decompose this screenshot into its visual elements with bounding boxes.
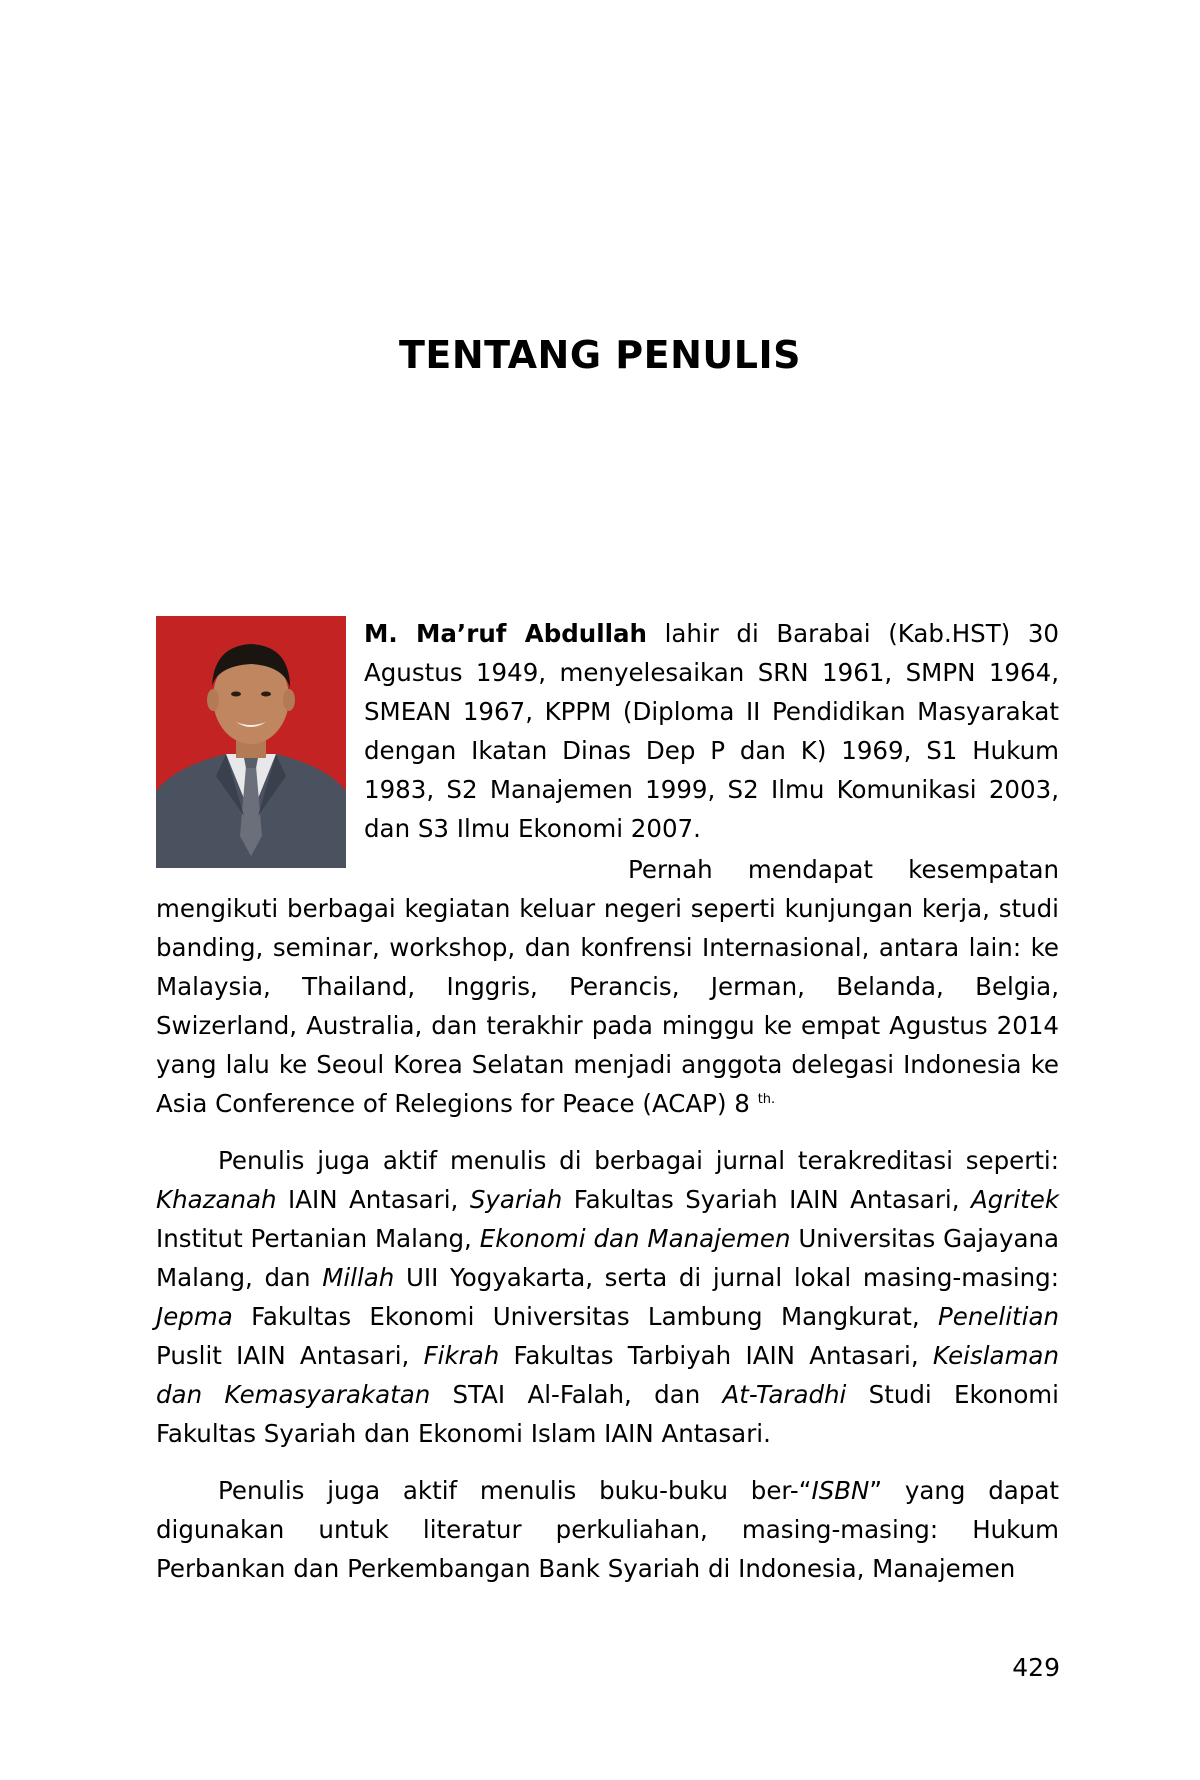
journal-title: Khazanah <box>156 1185 277 1214</box>
journals-text: STAI Al-Falah, dan <box>430 1380 723 1409</box>
author-name: M. Ma’ruf Abdullah <box>364 619 647 648</box>
journal-title: Agritek <box>970 1185 1060 1214</box>
journal-title: Syariah <box>469 1185 563 1214</box>
author-bio <box>156 614 1059 1588</box>
journals-text: UII Yogyakarta, serta di jurnal lokal masing-masing: <box>394 1263 1059 1292</box>
bio-intro-text: lahir di Barabai (Kab.HST) 30 Agustus 1949, menyelesaikan SRN 1961, SMPN 1964, SMEAN 1967, KPPM (Diploma II Pendidikan Masyarakat dengan Ikatan Dinas Dep P dan K) 1969, S1 Hukum 1983, S2 Manajemen 1999, S2 Ilmu Komunikasi 2003, dan S3 Ilmu Ekonomi 2007. <box>364 619 1059 843</box>
journal-title: Jepma <box>156 1302 233 1331</box>
journals-text: Fakultas Ekonomi Universitas Lambung Mangkurat, <box>232 1302 938 1331</box>
bio-travel-text: Pernah mendapat kesempatan mengikuti berbagai kegiatan keluar negeri seperti kunjungan kerja, studi banding, seminar, workshop, dan konfrensi Internasional, antara lain: ke Malaysia, Thailand, Inggris, Perancis, Jerman, Belanda, Belgia, Swizerland, Australia, dan terakhir pada minggu ke empat Agustus 2014 yang lalu ke Seoul Korea Selatan menjadi anggota delegasi Indonesia ke Asia Conference of Relegions for Peace (ACAP) 8 <box>156 855 1059 1118</box>
journals-text: Universitas Gajayana Malang, dan <box>156 1224 1059 1292</box>
page-title: TENTANG PENULIS <box>399 333 801 378</box>
journals-text: IAIN Antasari, <box>276 1185 470 1214</box>
journal-title: Ekonomi dan Manajemen <box>479 1224 791 1253</box>
journal-title: Fikrah <box>423 1341 500 1370</box>
journal-title: At-Taradhi <box>722 1380 847 1409</box>
bio-travel-paragraph <box>156 848 1059 1123</box>
author-portrait-photo <box>156 616 346 868</box>
journal-title: Millah <box>322 1263 395 1292</box>
journals-text: Puslit IAIN Antasari, <box>156 1341 424 1370</box>
books-text: Penulis juga aktif menulis buku-buku ber-“ <box>218 1476 812 1505</box>
ordinal-superscript: th. <box>757 1092 776 1107</box>
bio-books-paragraph <box>156 1453 1059 1588</box>
journal-title: Keislaman dan Kemasyarakatan <box>156 1341 1059 1409</box>
books-text: ” yang dapat digunakan untuk literatur perkuliahan, masing-masing: Hukum Perbankan dan Perkembangan Bank Syariah di Indonesia, Manajemen <box>156 1476 1059 1583</box>
journals-text: Studi Ekonomi Fakultas Syariah dan Ekonomi Islam IAIN Antasari. <box>156 1380 1059 1448</box>
journals-text: Institut Pertanian Malang, <box>156 1224 480 1253</box>
journal-title: Penelitian <box>937 1302 1059 1331</box>
journals-text: Penulis juga aktif menulis di berbagai jurnal terakreditasi seperti: <box>218 1146 1059 1175</box>
journals-text: Fakultas Syariah IAIN Antasari, <box>562 1185 971 1214</box>
author-portrait-icon <box>156 616 346 868</box>
journals-text: Fakultas Tarbiyah IAIN Antasari, <box>499 1341 933 1370</box>
isbn-term: ISBN <box>811 1476 870 1505</box>
page-number: 429 <box>1012 1653 1060 1682</box>
bio-journals-paragraph <box>156 1123 1059 1453</box>
